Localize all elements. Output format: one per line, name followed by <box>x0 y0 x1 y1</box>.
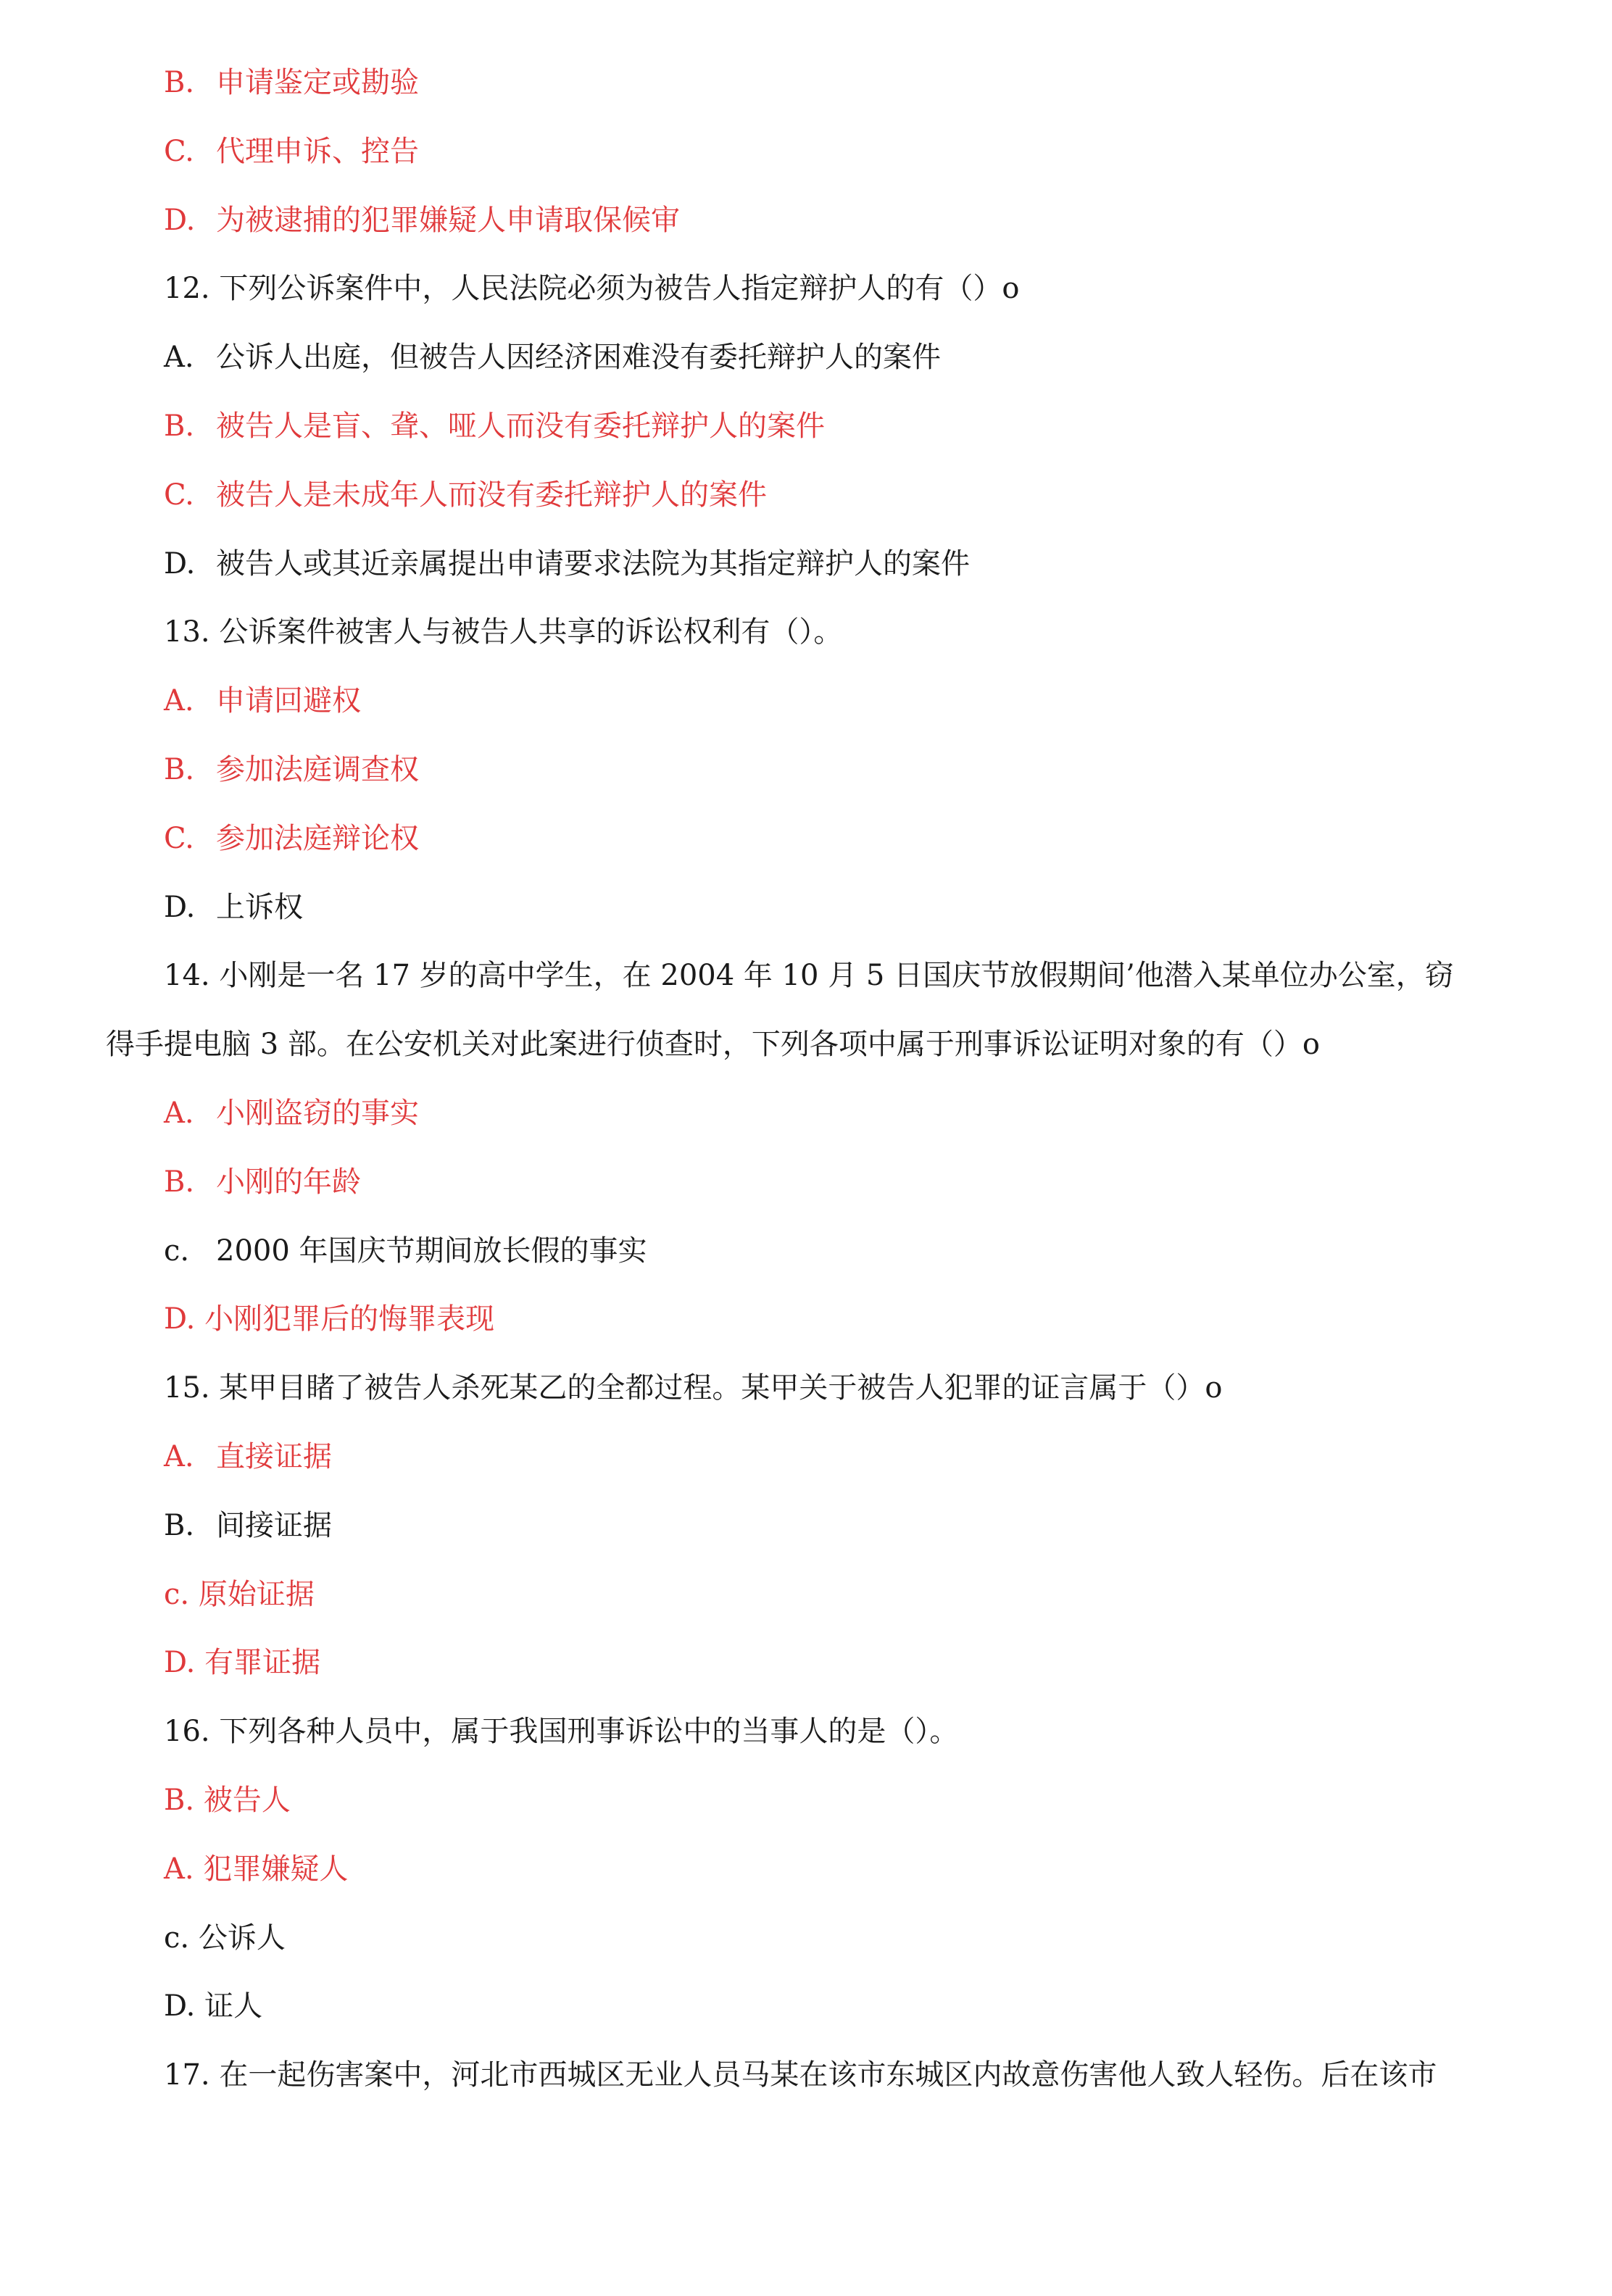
option-line <box>164 1299 494 1339</box>
option-label: A. <box>164 341 194 374</box>
option-line <box>164 818 419 859</box>
option-label: C. <box>164 822 194 855</box>
line-text: B. 被告人 <box>164 1784 291 1817</box>
option-label: A. <box>164 1097 194 1130</box>
line-text: 得手提电脑 3 部。在公安机关对此案进行侦查时，下列各项中属于刑事诉讼证明对象的有（）o <box>106 1028 1320 1061</box>
option-line <box>164 1436 332 1477</box>
option-label: A. <box>164 1440 194 1473</box>
line-text: D. 小刚犯罪后的悔罪表现 <box>164 1302 495 1336</box>
line-text: 间接证据 <box>216 1509 332 1542</box>
option-line <box>164 1574 315 1615</box>
option-line <box>164 544 970 584</box>
line-text: D. 证人 <box>164 1989 263 2023</box>
option-line <box>164 1505 332 1546</box>
option-line <box>164 1231 647 1271</box>
question-line <box>164 2055 1437 2095</box>
line-text: 17. 在一起伤害案中，河北市西城区无业人员马某在该市东城区内故意伤害他人致人轻伤。后在该市 <box>164 2058 1437 2092</box>
option-label: C. <box>164 135 194 168</box>
option-line <box>164 749 419 790</box>
line-text: 小刚的年龄 <box>216 1165 361 1199</box>
option-label: B. <box>164 753 195 786</box>
question-line <box>164 268 1019 309</box>
option-line <box>164 406 825 446</box>
option-line <box>164 475 767 515</box>
option-label: B. <box>164 66 195 99</box>
question-line <box>164 1368 1222 1408</box>
option-line <box>164 200 680 241</box>
line-text: 被告人是盲、聋、哑人而没有委托辩护人的案件 <box>216 409 825 443</box>
option-label: c. <box>164 1234 190 1268</box>
line-text: 直接证据 <box>216 1440 332 1473</box>
option-line <box>164 1093 419 1134</box>
option-label: C. <box>164 478 194 512</box>
line-text: D. 有罪证据 <box>164 1646 321 1679</box>
option-label: B. <box>164 409 195 443</box>
line-text: 被告人是未成年人而没有委托辩护人的案件 <box>216 478 767 512</box>
line-text: 代理申诉、控告 <box>216 135 419 168</box>
line-text: 被告人或其近亲属提出申请要求法院为其指定辩护人的案件 <box>216 547 970 581</box>
line-text: 申请回避权 <box>216 684 361 718</box>
option-label: A. <box>164 684 194 718</box>
question-line <box>164 955 1454 996</box>
option-line <box>164 1642 320 1683</box>
question-line-continued <box>106 1024 1320 1065</box>
line-text: c. 公诉人 <box>164 1921 286 1955</box>
line-text: c. 原始证据 <box>164 1578 315 1611</box>
option-label: D. <box>164 891 196 924</box>
option-line <box>164 1986 262 2026</box>
line-text: A. 犯罪嫌疑人 <box>164 1852 349 1886</box>
line-text: 申请鉴定或勘验 <box>216 66 419 99</box>
option-line <box>164 62 419 103</box>
line-text: 小刚盗窃的事实 <box>216 1097 419 1130</box>
option-label: B. <box>164 1509 195 1542</box>
line-text: 上诉权 <box>216 891 303 924</box>
option-line <box>164 887 303 928</box>
option-line <box>164 1162 361 1202</box>
line-text: 参加法庭调查权 <box>216 753 419 786</box>
option-line <box>164 1780 291 1821</box>
line-text: 14. 小刚是一名 17 岁的高中学生，在 2004 年 10 月 5 日国庆节放假期间’他潜入某单位办公室，窃 <box>164 959 1454 992</box>
question-line <box>164 612 842 652</box>
option-line <box>164 681 361 721</box>
question-line <box>164 1711 958 1752</box>
line-text: 2000 年国庆节期间放长假的事实 <box>216 1234 647 1268</box>
option-line <box>164 131 419 172</box>
line-text: 13. 公诉案件被害人与被告人共享的诉讼权利有（）。 <box>164 615 843 649</box>
line-text: 公诉人出庭，但被告人因经济困难没有委托辩护人的案件 <box>216 341 941 374</box>
option-label: D. <box>164 547 196 581</box>
line-text: 为被逮捕的犯罪嫌疑人申请取保候审 <box>216 204 680 237</box>
line-text: 15. 某甲目睹了被告人杀死某乙的全都过程。某甲关于被告人犯罪的证言属于（）o <box>164 1371 1223 1405</box>
option-label: B. <box>164 1165 195 1199</box>
option-label: D. <box>164 204 196 237</box>
line-text: 16. 下列各种人员中，属于我国刑事诉讼中的当事人的是（）。 <box>164 1715 959 1748</box>
option-line <box>164 1918 286 1958</box>
option-line <box>164 337 941 378</box>
line-text: 参加法庭辩论权 <box>216 822 419 855</box>
option-line <box>164 1849 348 1889</box>
line-text: 12. 下列公诉案件中，人民法院必须为被告人指定辩护人的有（）o <box>164 272 1020 305</box>
